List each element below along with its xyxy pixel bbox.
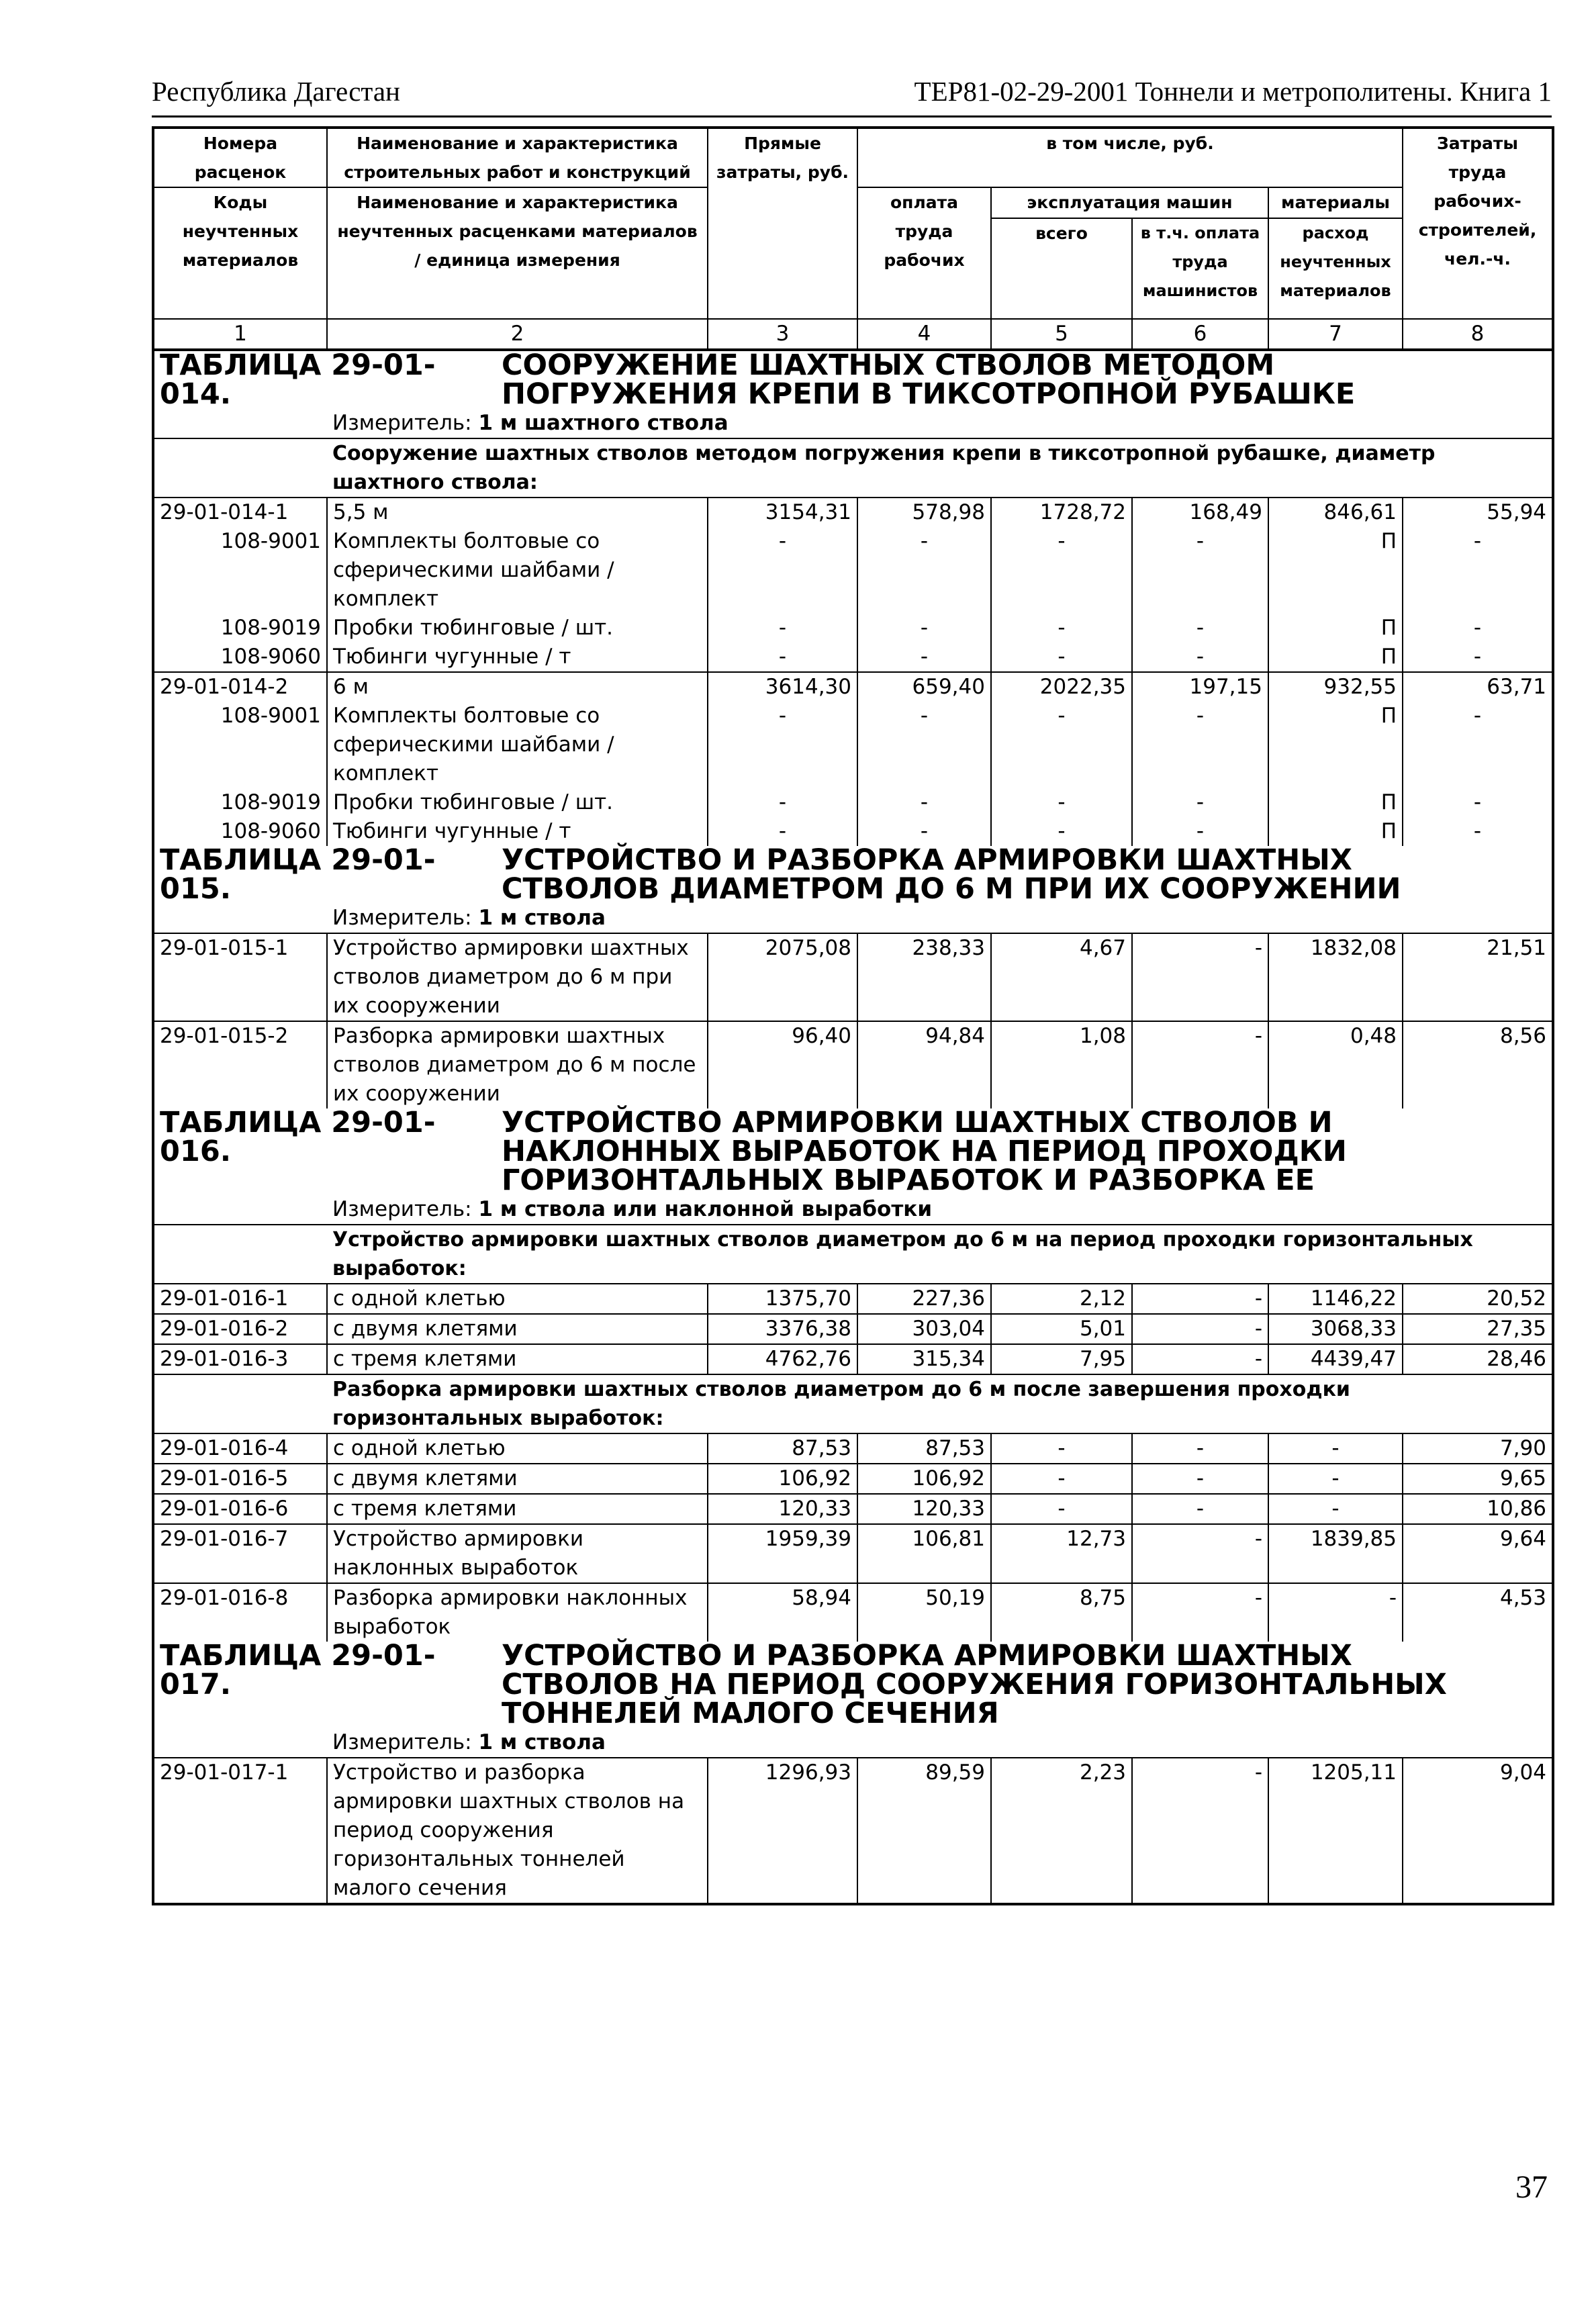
col1-header-top: Номера расценок [153, 128, 327, 187]
section-title-row [153, 1108, 1553, 1195]
rate-code: 29-01-014-2 [153, 672, 327, 702]
measure-row [153, 1728, 1553, 1758]
col5-header: всего [991, 218, 1132, 319]
labor-hours: 10,86 [1403, 1494, 1553, 1524]
measure-row [153, 1195, 1553, 1225]
labor-hours: 9,04 [1403, 1758, 1553, 1904]
materials-cost: П [1268, 788, 1403, 817]
work-name: 5,5 м [327, 498, 708, 527]
column-number: 3 [708, 319, 857, 350]
labor-pay: 227,36 [857, 1284, 991, 1314]
page-header-left: Республика Дагестан [152, 76, 400, 107]
section-title: УСТРОЙСТВО АРМИРОВКИ ШАХТНЫХ СТВОЛОВ И НАКЛОННЫХ ВЫРАБОТОК НА ПЕРИОД ПРОХОДКИ ГОРИЗОНТАЛЬНЫХ ВЫРАБОТОК И РАЗБОРКА ЕЕ [502, 1106, 1347, 1197]
materials-cost: 846,61 [1268, 498, 1403, 527]
machinist-pay: - [1132, 643, 1268, 672]
labor-hours: 28,46 [1403, 1344, 1553, 1374]
work-name: Устройство и разборка армировки шахтных стволов на период сооружения горизонтальных тоннелей малого сечения [327, 1758, 708, 1904]
materials-cost: 932,55 [1268, 672, 1403, 702]
rate-code: 29-01-016-7 [153, 1524, 327, 1583]
rate-code: 29-01-016-6 [153, 1494, 327, 1524]
rates-table [152, 126, 1554, 1905]
machines-total: 1728,72 [991, 498, 1132, 527]
header-rule [152, 115, 1552, 117]
machinist-pay: - [1132, 1021, 1268, 1108]
rate-code: 29-01-016-2 [153, 1314, 327, 1344]
direct-cost: 3154,31 [708, 498, 857, 527]
machinist-pay: - [1132, 1433, 1268, 1464]
materials-cost: П [1268, 643, 1403, 672]
material-code: 108-9060 [220, 819, 321, 843]
table-row [153, 1583, 1553, 1642]
machines-total: - [991, 643, 1132, 672]
machines-total: 5,01 [991, 1314, 1132, 1344]
materials-cost: - [1268, 1464, 1403, 1494]
machines-total: 8,75 [991, 1583, 1132, 1642]
materials-cost: 0,48 [1268, 1021, 1403, 1108]
work-name: с двумя клетями [327, 1464, 708, 1494]
measure-value: 1 м ствола [478, 906, 606, 930]
direct-cost: 3376,38 [708, 1314, 857, 1344]
material-name: Пробки тюбинговые / шт. [327, 788, 708, 817]
subheader-row [153, 1374, 1553, 1433]
labor-hours: 4,53 [1403, 1583, 1553, 1642]
labor-pay: - [857, 817, 991, 846]
direct-cost: - [708, 702, 857, 788]
table-row [153, 702, 1553, 788]
table-row [153, 788, 1553, 817]
labor-hours: 7,90 [1403, 1433, 1553, 1464]
measure-value: 1 м ствола [478, 1730, 606, 1754]
work-name: 6 м [327, 672, 708, 702]
section-title-row [153, 350, 1553, 409]
rate-code: 29-01-015-1 [153, 933, 327, 1021]
labor-hours: 9,65 [1403, 1464, 1553, 1494]
measure-label: Измеритель: [332, 411, 472, 435]
measure-row [153, 904, 1553, 933]
machinist-pay: - [1132, 1758, 1268, 1904]
machines-total: 12,73 [991, 1524, 1132, 1583]
materials-cost: - [1268, 1583, 1403, 1642]
subheader-row [153, 1225, 1553, 1284]
materials-cost: П [1268, 817, 1403, 846]
table-row [153, 1284, 1553, 1314]
labor-hours: 9,64 [1403, 1524, 1553, 1583]
labor-hours: 63,71 [1403, 672, 1553, 702]
labor-pay: 120,33 [857, 1494, 991, 1524]
machines-total: 2,12 [991, 1284, 1132, 1314]
table-row [153, 1021, 1553, 1108]
machinist-pay: - [1132, 1314, 1268, 1344]
machinist-pay: - [1132, 1583, 1268, 1642]
direct-cost: 4762,76 [708, 1344, 857, 1374]
labor-hours: 21,51 [1403, 933, 1553, 1021]
direct-cost: 58,94 [708, 1583, 857, 1642]
subheader-text: Сооружение шахтных стволов методом погружения крепи в тиксотропной рубашке, диаметр шахтного ствола: [327, 438, 1553, 498]
measure-value: 1 м ствола или наклонной выработки [478, 1197, 933, 1221]
rate-code: 29-01-016-8 [153, 1583, 327, 1642]
machinist-pay: 197,15 [1132, 672, 1268, 702]
rate-code: 29-01-014-1 [153, 498, 327, 527]
rate-code: 29-01-016-5 [153, 1464, 327, 1494]
direct-cost: 3614,30 [708, 672, 857, 702]
machines-total: - [991, 1433, 1132, 1464]
work-name: с одной клетью [327, 1284, 708, 1314]
section-title-row [153, 1642, 1553, 1728]
labor-hours: - [1403, 817, 1553, 846]
labor-pay: 89,59 [857, 1758, 991, 1904]
material-name: Тюбинги чугунные / т [327, 817, 708, 846]
machines-total: 2022,35 [991, 672, 1132, 702]
machines-total: 1,08 [991, 1021, 1132, 1108]
measure-label: Измеритель: [332, 906, 472, 930]
direct-cost: 2075,08 [708, 933, 857, 1021]
table-row [153, 498, 1553, 527]
section-title-lead: ТАБЛИЦА 29-01-014. [160, 348, 436, 411]
direct-cost: 120,33 [708, 1494, 857, 1524]
materials-cost: 1205,11 [1268, 1758, 1403, 1904]
work-name: с одной клетью [327, 1433, 708, 1464]
labor-pay: 659,40 [857, 672, 991, 702]
section-title-row [153, 846, 1553, 904]
table-row [153, 1433, 1553, 1464]
column-number: 4 [857, 319, 991, 350]
subheader-text: Разборка армировки шахтных стволов диаметром до 6 м после завершения проходки горизонтальных выработок: [327, 1374, 1553, 1433]
machinist-pay: - [1132, 702, 1268, 788]
column-numbers-row [153, 319, 1553, 350]
materials-cost: - [1268, 1433, 1403, 1464]
labor-hours: 8,56 [1403, 1021, 1553, 1108]
material-name: Пробки тюбинговые / шт. [327, 614, 708, 643]
labor-hours: - [1403, 702, 1553, 788]
column-number: 8 [1403, 319, 1553, 350]
machines-total: - [991, 527, 1132, 614]
labor-pay: 578,98 [857, 498, 991, 527]
col4-header: оплата труда рабочих [857, 187, 991, 319]
table-row [153, 817, 1553, 846]
rate-code: 29-01-016-4 [153, 1433, 327, 1464]
col2-header-bottom: Наименование и характеристика неучтенных расценками материалов / единица измерения [327, 187, 708, 319]
col1-header-bottom: Коды неучтенных материалов [153, 187, 327, 319]
material-name: Комплекты болтовые со сферическими шайбами / комплект [327, 527, 708, 614]
machines-total: 2,23 [991, 1758, 1132, 1904]
direct-cost: - [708, 527, 857, 614]
machines-total: - [991, 788, 1132, 817]
machinist-pay: - [1132, 817, 1268, 846]
materials-cost: П [1268, 527, 1403, 614]
column-number: 2 [327, 319, 708, 350]
material-code: 108-9001 [220, 529, 321, 553]
labor-pay: 106,81 [857, 1524, 991, 1583]
table-row [153, 1494, 1553, 1524]
table-row [153, 527, 1553, 614]
work-name: Устройство армировки шахтных стволов диаметром до 6 м при их сооружении [327, 933, 708, 1021]
labor-hours: 27,35 [1403, 1314, 1553, 1344]
labor-pay: - [857, 643, 991, 672]
machines-total: 7,95 [991, 1344, 1132, 1374]
material-code: 108-9019 [220, 790, 321, 814]
section-title-lead: ТАБЛИЦА 29-01-016. [160, 1106, 436, 1168]
labor-hours: - [1403, 788, 1553, 817]
materials-cost: 1146,22 [1268, 1284, 1403, 1314]
labor-pay: 303,04 [857, 1314, 991, 1344]
column-number: 5 [991, 319, 1132, 350]
labor-pay: 87,53 [857, 1433, 991, 1464]
rate-code: 29-01-017-1 [153, 1758, 327, 1904]
material-code: 108-9019 [220, 616, 321, 640]
work-name: с тремя клетями [327, 1344, 708, 1374]
machinist-pay: - [1132, 933, 1268, 1021]
table-row [153, 933, 1553, 1021]
section-title-lead: ТАБЛИЦА 29-01-017. [160, 1639, 436, 1701]
direct-cost: 87,53 [708, 1433, 857, 1464]
machinist-pay: 168,49 [1132, 498, 1268, 527]
labor-hours: - [1403, 643, 1553, 672]
group-header: в том числе, руб. [857, 128, 1403, 187]
machinist-pay: - [1132, 1464, 1268, 1494]
materials-cost: 4439,47 [1268, 1344, 1403, 1374]
col7-header: расход неучтенных материалов [1268, 218, 1403, 319]
column-number: 7 [1268, 319, 1403, 350]
materials-cost: - [1268, 1494, 1403, 1524]
labor-pay: - [857, 702, 991, 788]
machines-total: - [991, 817, 1132, 846]
labor-hours: 55,94 [1403, 498, 1553, 527]
machines-header: эксплуатация машин [991, 187, 1268, 218]
table-row [153, 643, 1553, 672]
material-code: 108-9060 [220, 645, 321, 669]
col3-header: Прямые затраты, руб. [708, 128, 857, 319]
materials-cost: 1832,08 [1268, 933, 1403, 1021]
work-name: Разборка армировки шахтных стволов диаметром до 6 м после их сооружении [327, 1021, 708, 1108]
materials-header: материалы [1268, 187, 1403, 218]
materials-cost: 3068,33 [1268, 1314, 1403, 1344]
direct-cost: 96,40 [708, 1021, 857, 1108]
section-title: СООРУЖЕНИЕ ШАХТНЫХ СТВОЛОВ МЕТОДОМ ПОГРУЖЕНИЯ КРЕПИ В ТИКСОТРОПНОЙ РУБАШКЕ [502, 348, 1356, 411]
page-number: 37 [1515, 2169, 1548, 2205]
material-code: 108-9001 [220, 704, 321, 728]
direct-cost: - [708, 817, 857, 846]
machinist-pay: - [1132, 1494, 1268, 1524]
labor-pay: - [857, 527, 991, 614]
work-name: Разборка армировки наклонных выработок [327, 1583, 708, 1642]
table-row [153, 1314, 1553, 1344]
table-row [153, 1464, 1553, 1494]
labor-hours: - [1403, 527, 1553, 614]
direct-cost: 1375,70 [708, 1284, 857, 1314]
material-name: Комплекты болтовые со сферическими шайбами / комплект [327, 702, 708, 788]
machines-total: 4,67 [991, 933, 1132, 1021]
section-title: УСТРОЙСТВО И РАЗБОРКА АРМИРОВКИ ШАХТНЫХ СТВОЛОВ ДИАМЕТРОМ ДО 6 М ПРИ ИХ СООРУЖЕНИИ [502, 843, 1401, 906]
labor-pay: 50,19 [857, 1583, 991, 1642]
labor-pay: - [857, 614, 991, 643]
materials-cost: П [1268, 614, 1403, 643]
labor-pay: 106,92 [857, 1464, 991, 1494]
direct-cost: - [708, 788, 857, 817]
labor-hours: - [1403, 614, 1553, 643]
col2-header-top: Наименование и характеристика строительных работ и конструкций [327, 128, 708, 187]
table-row [153, 672, 1553, 702]
machines-total: - [991, 702, 1132, 788]
work-name: Устройство армировки наклонных выработок [327, 1524, 708, 1583]
labor-pay: 238,33 [857, 933, 991, 1021]
measure-label: Измеритель: [332, 1197, 472, 1221]
section-title: УСТРОЙСТВО И РАЗБОРКА АРМИРОВКИ ШАХТНЫХ СТВОЛОВ НА ПЕРИОД СООРУЖЕНИЯ ГОРИЗОНТАЛЬНЫХ ТОННЕЛЕЙ МАЛОГО СЕЧЕНИЯ [502, 1639, 1447, 1730]
rate-code: 29-01-015-2 [153, 1021, 327, 1108]
direct-cost: 1959,39 [708, 1524, 857, 1583]
labor-pay: 315,34 [857, 1344, 991, 1374]
labor-hours: 20,52 [1403, 1284, 1553, 1314]
measure-row [153, 409, 1553, 438]
labor-pay: 94,84 [857, 1021, 991, 1108]
labor-pay: - [857, 788, 991, 817]
direct-cost: - [708, 614, 857, 643]
column-number: 1 [153, 319, 327, 350]
work-name: с двумя клетями [327, 1314, 708, 1344]
subheader-text: Устройство армировки шахтных стволов диаметром до 6 м на период проходки горизонтальных выработок: [327, 1225, 1553, 1284]
machinist-pay: - [1132, 527, 1268, 614]
machines-total: - [991, 1464, 1132, 1494]
column-number: 6 [1132, 319, 1268, 350]
machines-total: - [991, 614, 1132, 643]
col6-header: в т.ч. оплата труда машинистов [1132, 218, 1268, 319]
machinist-pay: - [1132, 1524, 1268, 1583]
direct-cost: 1296,93 [708, 1758, 857, 1904]
table-row [153, 1344, 1553, 1374]
section-title-lead: ТАБЛИЦА 29-01-015. [160, 843, 436, 906]
machinist-pay: - [1132, 1284, 1268, 1314]
rate-code: 29-01-016-3 [153, 1344, 327, 1374]
material-name: Тюбинги чугунные / т [327, 643, 708, 672]
machines-total: - [991, 1494, 1132, 1524]
work-name: с тремя клетями [327, 1494, 708, 1524]
machinist-pay: - [1132, 614, 1268, 643]
materials-cost: П [1268, 702, 1403, 788]
subheader-row [153, 438, 1553, 498]
table-row [153, 614, 1553, 643]
table-row [153, 1524, 1553, 1583]
machinist-pay: - [1132, 1344, 1268, 1374]
rate-code: 29-01-016-1 [153, 1284, 327, 1314]
table-row [153, 1758, 1553, 1904]
measure-label: Измеритель: [332, 1730, 472, 1754]
page-header-right: ТЕР81-02-29-2001 Тоннели и метрополитены. Книга 1 [914, 76, 1552, 107]
machinist-pay: - [1132, 788, 1268, 817]
direct-cost: - [708, 643, 857, 672]
materials-cost: 1839,85 [1268, 1524, 1403, 1583]
measure-value: 1 м шахтного ствола [478, 411, 729, 435]
direct-cost: 106,92 [708, 1464, 857, 1494]
col8-header: Затраты труда рабочих-строителей, чел.-ч. [1403, 128, 1553, 319]
